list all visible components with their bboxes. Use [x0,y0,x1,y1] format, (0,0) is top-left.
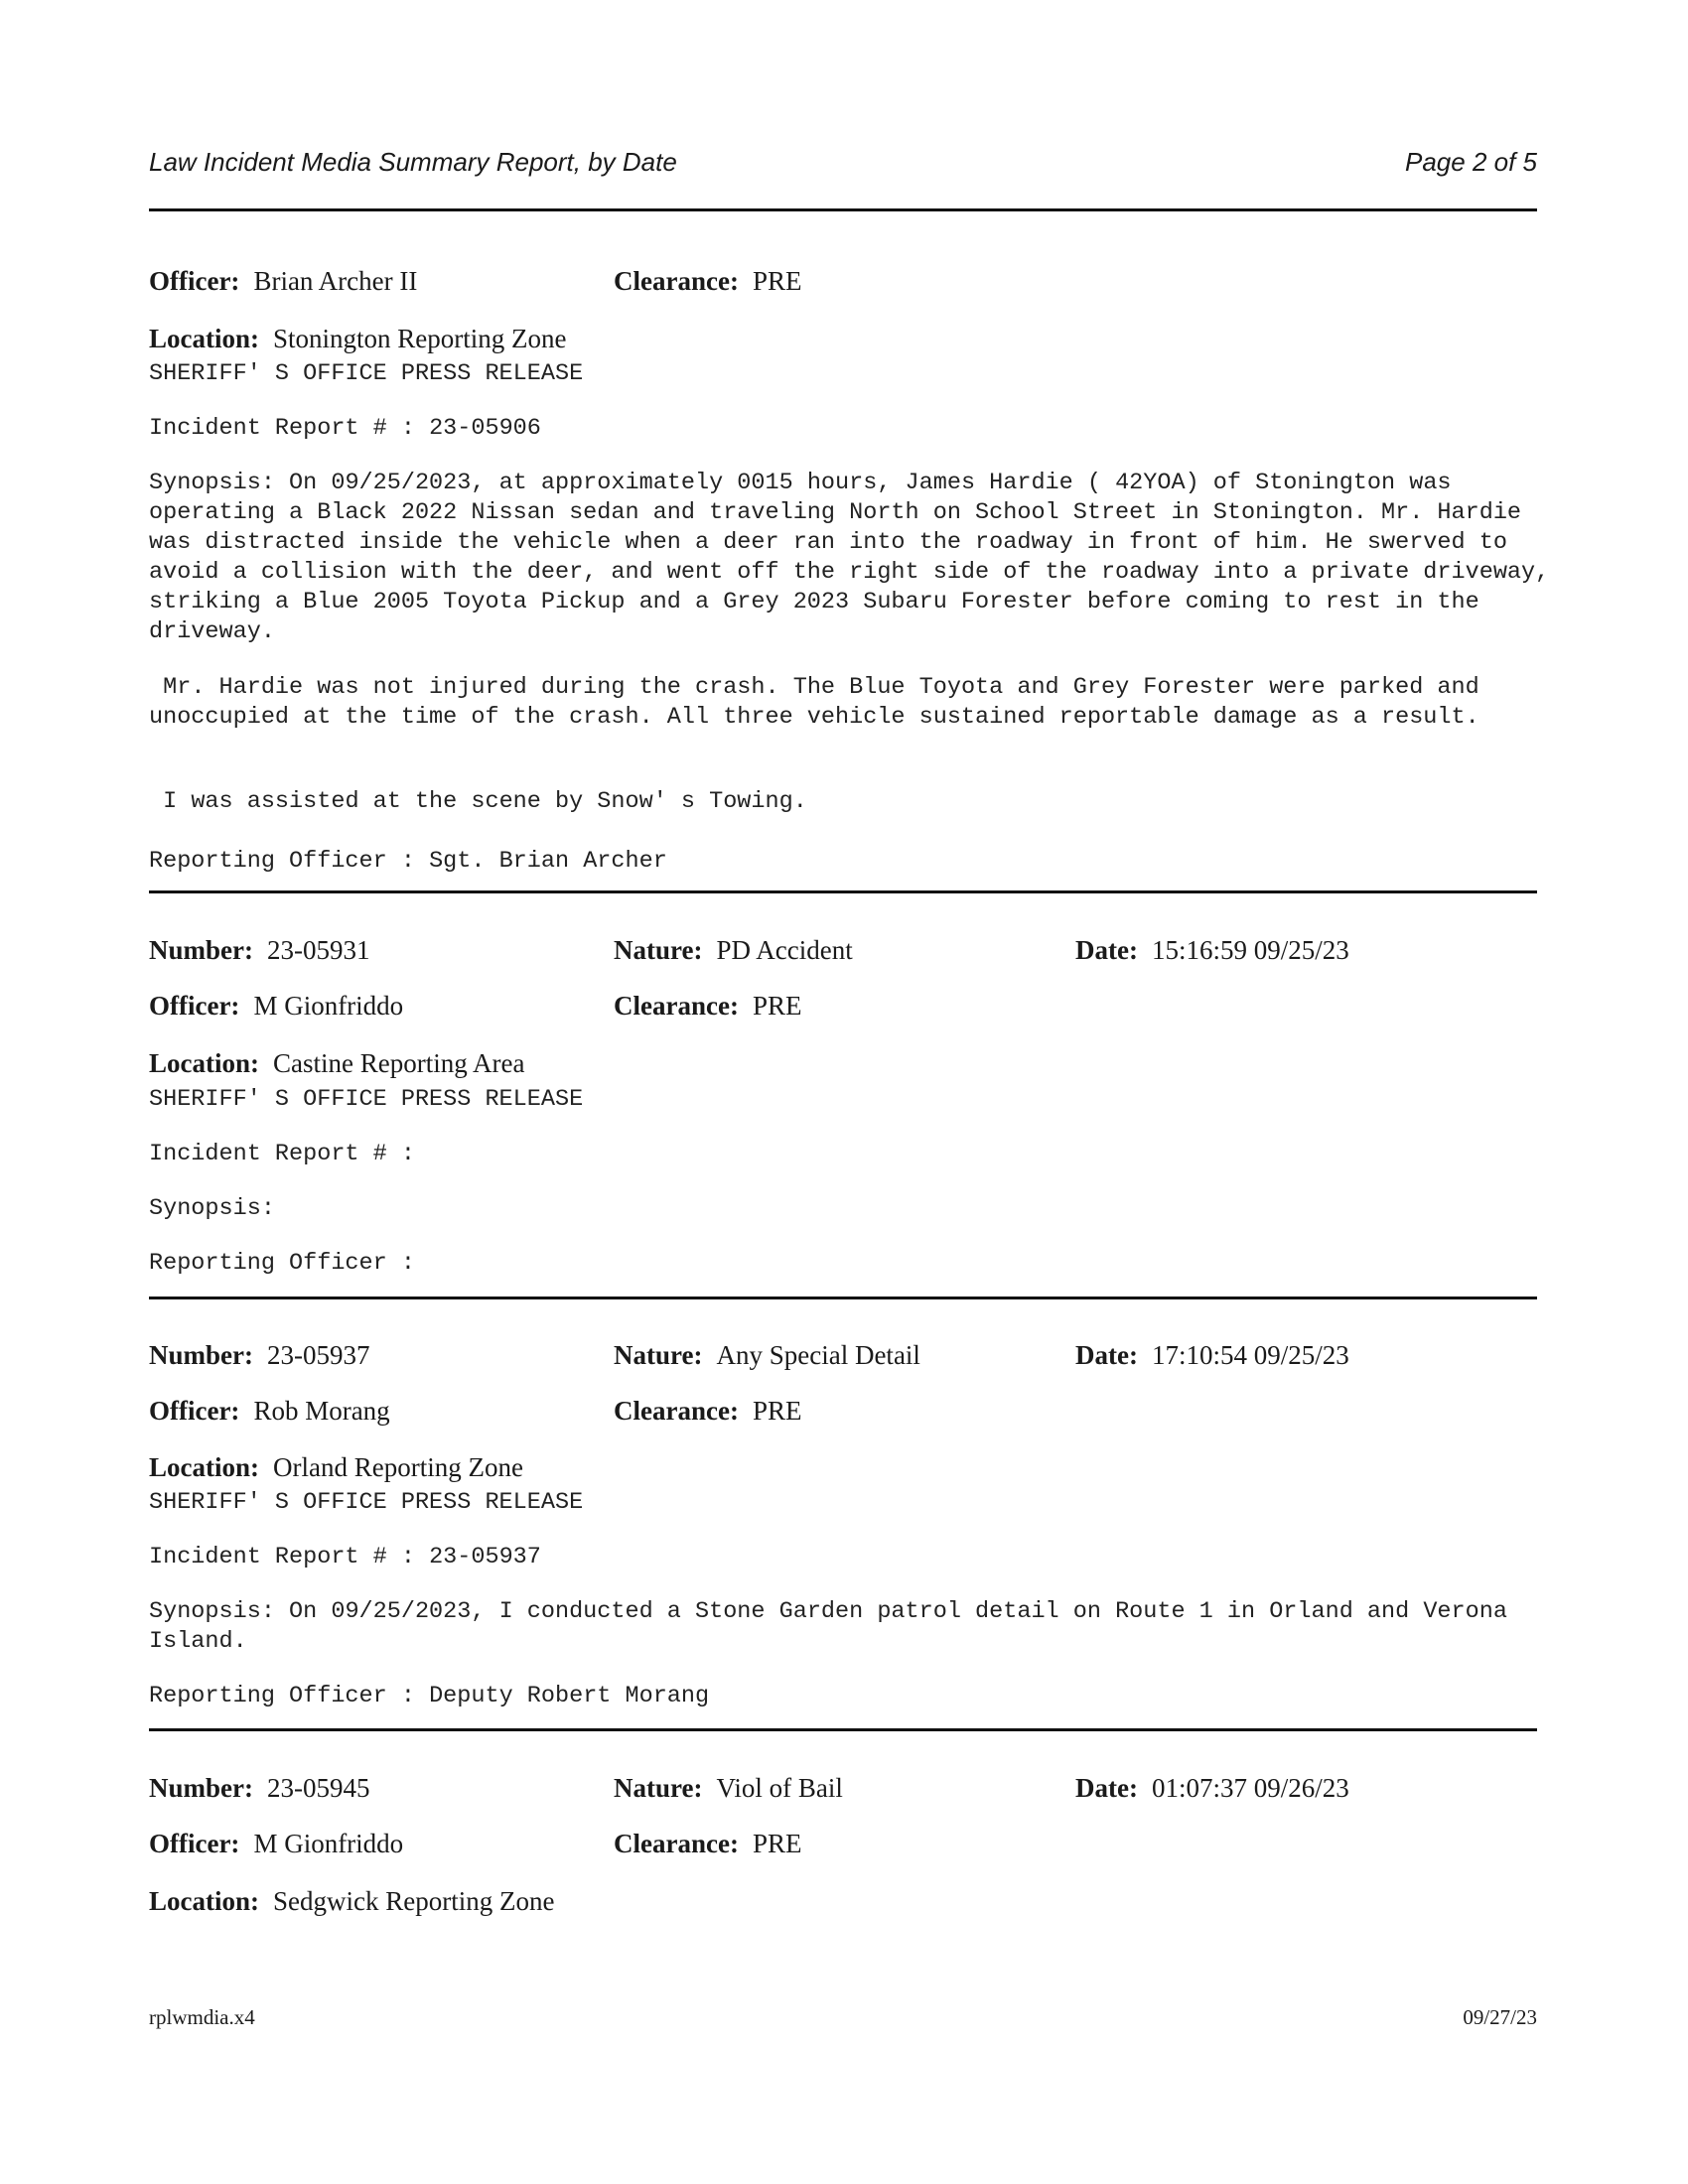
nature-value: Any Special Detail [716,1340,920,1370]
synopsis-paragraph: Mr. Hardie was not injured during the crash. The Blue Toyota and Grey Forester were parked and unoccupied at the time of the crash. All three vehicle sustained reportable damage as a result. [149,674,1493,731]
synopsis-value: On 09/25/2023, I conducted a Stone Garden patrol detail on Route 1 in Orland and Verona Island. [149,1598,1522,1655]
synopsis: Synopsis: On 09/25/2023, I conducted a Stone Garden patrol detail on Route 1 in Orland and Verona Island. [149,1598,1522,1655]
reporting-officer-value: Deputy Robert Morang [429,1683,710,1709]
incident-report-value: 23-05906 [429,415,541,442]
page-number: Page 2 of 5 [1405,147,1537,177]
press-release-label: SHERIFF' S OFFICE PRESS RELEASE [149,1086,584,1113]
clearance-field: Clearance: PRE [614,266,802,296]
report-title: Law Incident Media Summary Report, by Date [149,147,677,177]
officer-value: M Gionfriddo [253,1829,404,1858]
location-value: Castine Reporting Area [273,1048,525,1078]
date-field: Date: 01:07:37 09/26/23 [1075,1773,1349,1803]
date-field: Date: 15:16:59 09/25/23 [1075,935,1349,965]
location-field: Location: Orland Reporting Zone [149,1452,523,1482]
reporting-officer-value: Sgt. Brian Archer [429,848,667,875]
reporting-officer-line: Reporting Officer : [149,1250,415,1277]
number-value: 23-05945 [266,1773,370,1803]
number-value: 23-05937 [266,1340,370,1370]
nature-field: Nature: Viol of Bail [614,1773,843,1803]
clearance-field: Clearance: PRE [614,1396,802,1426]
incident-report-line: Incident Report # : 23-05906 [149,415,541,442]
press-release-label: SHERIFF' S OFFICE PRESS RELEASE [149,360,584,387]
reporting-officer-line: Reporting Officer : Sgt. Brian Archer [149,848,667,875]
synopsis: Synopsis: On 09/25/2023, at approximately 0015 hours, James Hardie ( 42YOA) of Stonington was operating a Black 2022 Nissan sedan and traveling North on School Street in Stonington. Mr. Hardie was distracted inside the vehicle when a deer ran into the roadway in front of him. He swerved to avoid a collision with the deer, and went off the right side of the roadway into a private driveway, striking a Blue 2005 Toyota Pickup and a Grey 2023 Subaru Forester before coming to rest in the driveway. [149,470,1564,645]
divider [149,890,1537,893]
divider [149,208,1537,211]
date-field: Date: 17:10:54 09/25/23 [1075,1340,1349,1370]
location-value: Sedgwick Reporting Zone [273,1886,555,1916]
divider [149,1728,1537,1731]
press-release-label: SHERIFF' S OFFICE PRESS RELEASE [149,1489,584,1516]
location-value: Stonington Reporting Zone [273,324,567,353]
clearance-value: PRE [752,991,802,1021]
officer-value: Brian Archer II [253,266,418,296]
officer-field: Officer: Brian Archer II [149,266,418,296]
number-field: Number: 23-05945 [149,1773,370,1803]
date-value: 17:10:54 09/25/23 [1151,1340,1349,1370]
date-value: 01:07:37 09/26/23 [1151,1773,1349,1803]
location-field: Location: Castine Reporting Area [149,1048,525,1078]
synopsis: Synopsis: [149,1195,275,1222]
divider [149,1297,1537,1299]
nature-value: Viol of Bail [716,1773,843,1803]
clearance-value: PRE [752,1396,802,1426]
officer-value: Rob Morang [253,1396,390,1426]
date-value: 15:16:59 09/25/23 [1151,935,1349,965]
clearance-field: Clearance: PRE [614,1829,802,1858]
clearance-value: PRE [752,266,802,296]
officer-value: M Gionfriddo [253,991,404,1021]
officer-field: Officer: Rob Morang [149,1396,390,1426]
officer-field: Officer: M Gionfriddo [149,991,404,1021]
location-value: Orland Reporting Zone [273,1452,523,1482]
footer-date: 09/27/23 [1463,2005,1537,2029]
number-value: 23-05931 [266,935,370,965]
clearance-value: PRE [752,1829,802,1858]
officer-field: Officer: M Gionfriddo [149,1829,404,1858]
clearance-field: Clearance: PRE [614,991,802,1021]
incident-report-line: Incident Report # : [149,1141,415,1167]
page-header [149,141,1537,181]
incident-report-line: Incident Report # : 23-05937 [149,1544,541,1570]
location-field: Location: Stonington Reporting Zone [149,324,567,353]
incident-report-value: 23-05937 [429,1544,541,1570]
number-field: Number: 23-05931 [149,935,370,965]
synopsis-paragraph: I was assisted at the scene by Snow' s Towing. [149,788,807,815]
location-field: Location: Sedgwick Reporting Zone [149,1886,555,1916]
nature-field: Nature: Any Special Detail [614,1340,920,1370]
nature-field: Nature: PD Accident [614,935,853,965]
number-field: Number: 23-05937 [149,1340,370,1370]
nature-value: PD Accident [716,935,853,965]
synopsis-value: On 09/25/2023, at approximately 0015 hours, James Hardie ( 42YOA) of Stonington was operating a Black 2022 Nissan sedan and traveling North on School Street in Stonington. Mr. Hardie was distracted inside the vehicle when a deer ran into the roadway in front of him. He swerved to avoid a collision with the deer, and went off the right side of the roadway into a private driveway, striking a Blue 2005 Toyota Pickup and a Grey 2023 Subaru Forester before coming to rest in the driveway. [149,470,1564,645]
reporting-officer-line: Reporting Officer : Deputy Robert Morang [149,1683,710,1709]
footer-report-code: rplwmdia.x4 [149,2005,255,2029]
